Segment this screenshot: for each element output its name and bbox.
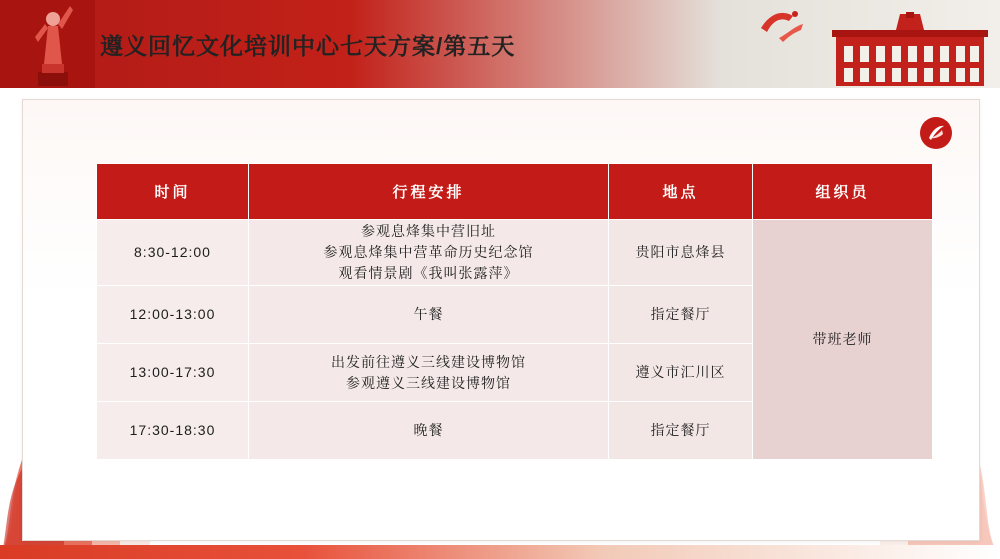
plan-line: 参观息烽集中营革命历史纪念馆: [323, 244, 534, 260]
table-header-row: [97, 164, 933, 220]
cell-plan: [249, 286, 609, 344]
bottom-color-bar: [0, 545, 1000, 559]
schedule-table: [96, 163, 933, 460]
plan-line: 参观息烽集中营旧址: [361, 223, 496, 239]
cell-place: 指定餐厅: [609, 286, 753, 344]
cell-leader: 带班老师: [753, 220, 933, 460]
plan-line: 观看情景剧《我叫张露萍》: [338, 265, 519, 281]
column-header-time: 时间: [97, 164, 249, 220]
ribbon-icon: [759, 8, 805, 42]
cell-plan: [249, 344, 609, 402]
table-row: [97, 220, 933, 286]
cell-time: 13:00-17:30: [97, 344, 249, 402]
plan-line: 出发前往遵义三线建设博物馆: [331, 353, 526, 370]
cell-time: 17:30-18:30: [97, 402, 249, 460]
column-header-place: 地点: [609, 164, 753, 220]
plan-line: 参观遵义三线建设博物馆: [346, 374, 511, 391]
content-card: [22, 99, 980, 541]
column-header-leader: 组织员: [753, 164, 933, 220]
building-icon: [830, 12, 990, 88]
cell-time: 8:30-12:00: [97, 220, 249, 286]
compass-logo-icon: [919, 116, 953, 150]
page-title: 遵义回忆文化培训中心七天方案/第五天: [100, 33, 516, 59]
plan-line: 晚餐: [413, 422, 444, 438]
statue-icon: [32, 2, 74, 86]
schedule-table-wrapper: [96, 163, 932, 460]
cell-plan: [249, 402, 609, 460]
page-header: [0, 0, 1000, 88]
cell-place: 指定餐厅: [609, 402, 753, 460]
cell-place: 贵阳市息烽县: [609, 220, 753, 286]
plan-line: 午餐: [413, 306, 444, 322]
cell-place: 遵义市汇川区: [609, 344, 753, 402]
cell-plan: [249, 220, 609, 286]
column-header-plan: 行程安排: [249, 164, 609, 220]
cell-time: 12:00-13:00: [97, 286, 249, 344]
